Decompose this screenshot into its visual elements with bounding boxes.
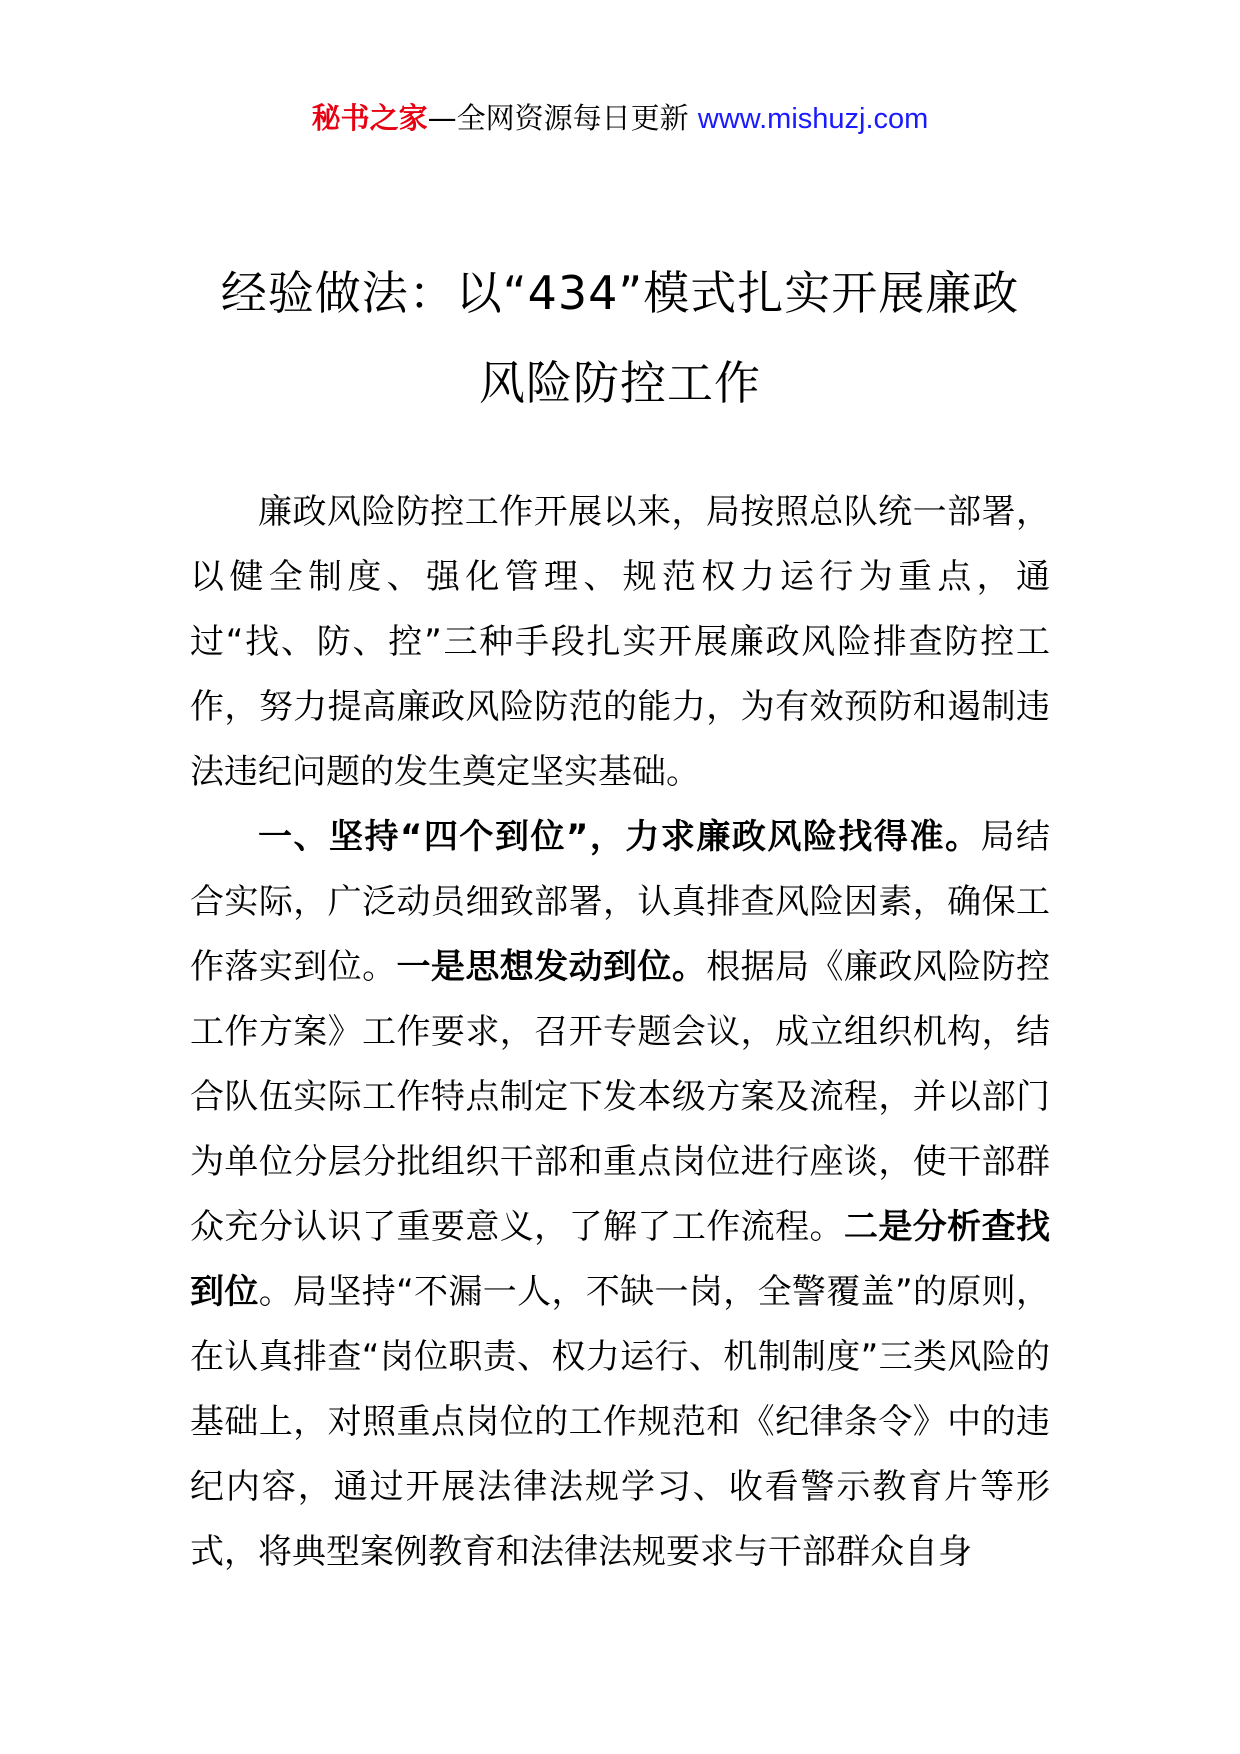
document-title (150, 248, 1090, 428)
title-line-1: 经验做法：以“434”模式扎实开展廉政 (220, 266, 1020, 320)
point-1-text: 根据局《廉政风险防控工作方案》工作要求，召开专题会议，成立组织机构，结合队伍实际工作特点制定下发本级方案及流程，并以部门为单位分层分批组织干部和重点岗位进行座谈，使干部群众充分认识了重要意义，了解了工作流程。 (190, 947, 1050, 1247)
section-1-lead: 局结合实际，广泛动员细致部署，认真排查风险因素，确保工作落实到位。 (190, 817, 1050, 987)
site-brand: 秘书之家 (311, 101, 428, 135)
point-2-label: 二是分析查找到位 (190, 1207, 1051, 1312)
site-tagline: —全网资源每日更新 (427, 101, 698, 135)
point-1-label: 一是思想发动到位。 (396, 947, 707, 987)
point-2-text: 。局坚持“不漏一人，不缺一岗，全警覆盖”的原则，在认真排查“岗位职责、权力运行、机制制度”三类风险的基础上，对照重点岗位的工作规范和《纪律条令》中的违纪内容，通过开展法律法规学习、收看警示教育片等形式，将典型案例教育和法律法规要求与干部群众自身 (190, 1272, 1050, 1572)
document-body (190, 480, 1050, 1585)
site-header (0, 98, 1240, 139)
section-1-heading: 一、坚持“四个到位”，力求廉政风险找得准。 (258, 817, 981, 857)
intro-paragraph: 廉政风险防控工作开展以来，局按照总队统一部署，以健全制度、强化管理、规范权力运行为重点，通过“找、防、控”三种手段扎实开展廉政风险排查防控工作，努力提高廉政风险防范的能力，为有效预防和遏制违法违纪问题的发生奠定坚实基础。 (190, 492, 1050, 792)
section-1-paragraph (190, 805, 1050, 1585)
title-line-2: 风险防控工作 (479, 356, 761, 410)
site-url-link[interactable]: www.mishuzj.com (697, 103, 929, 135)
